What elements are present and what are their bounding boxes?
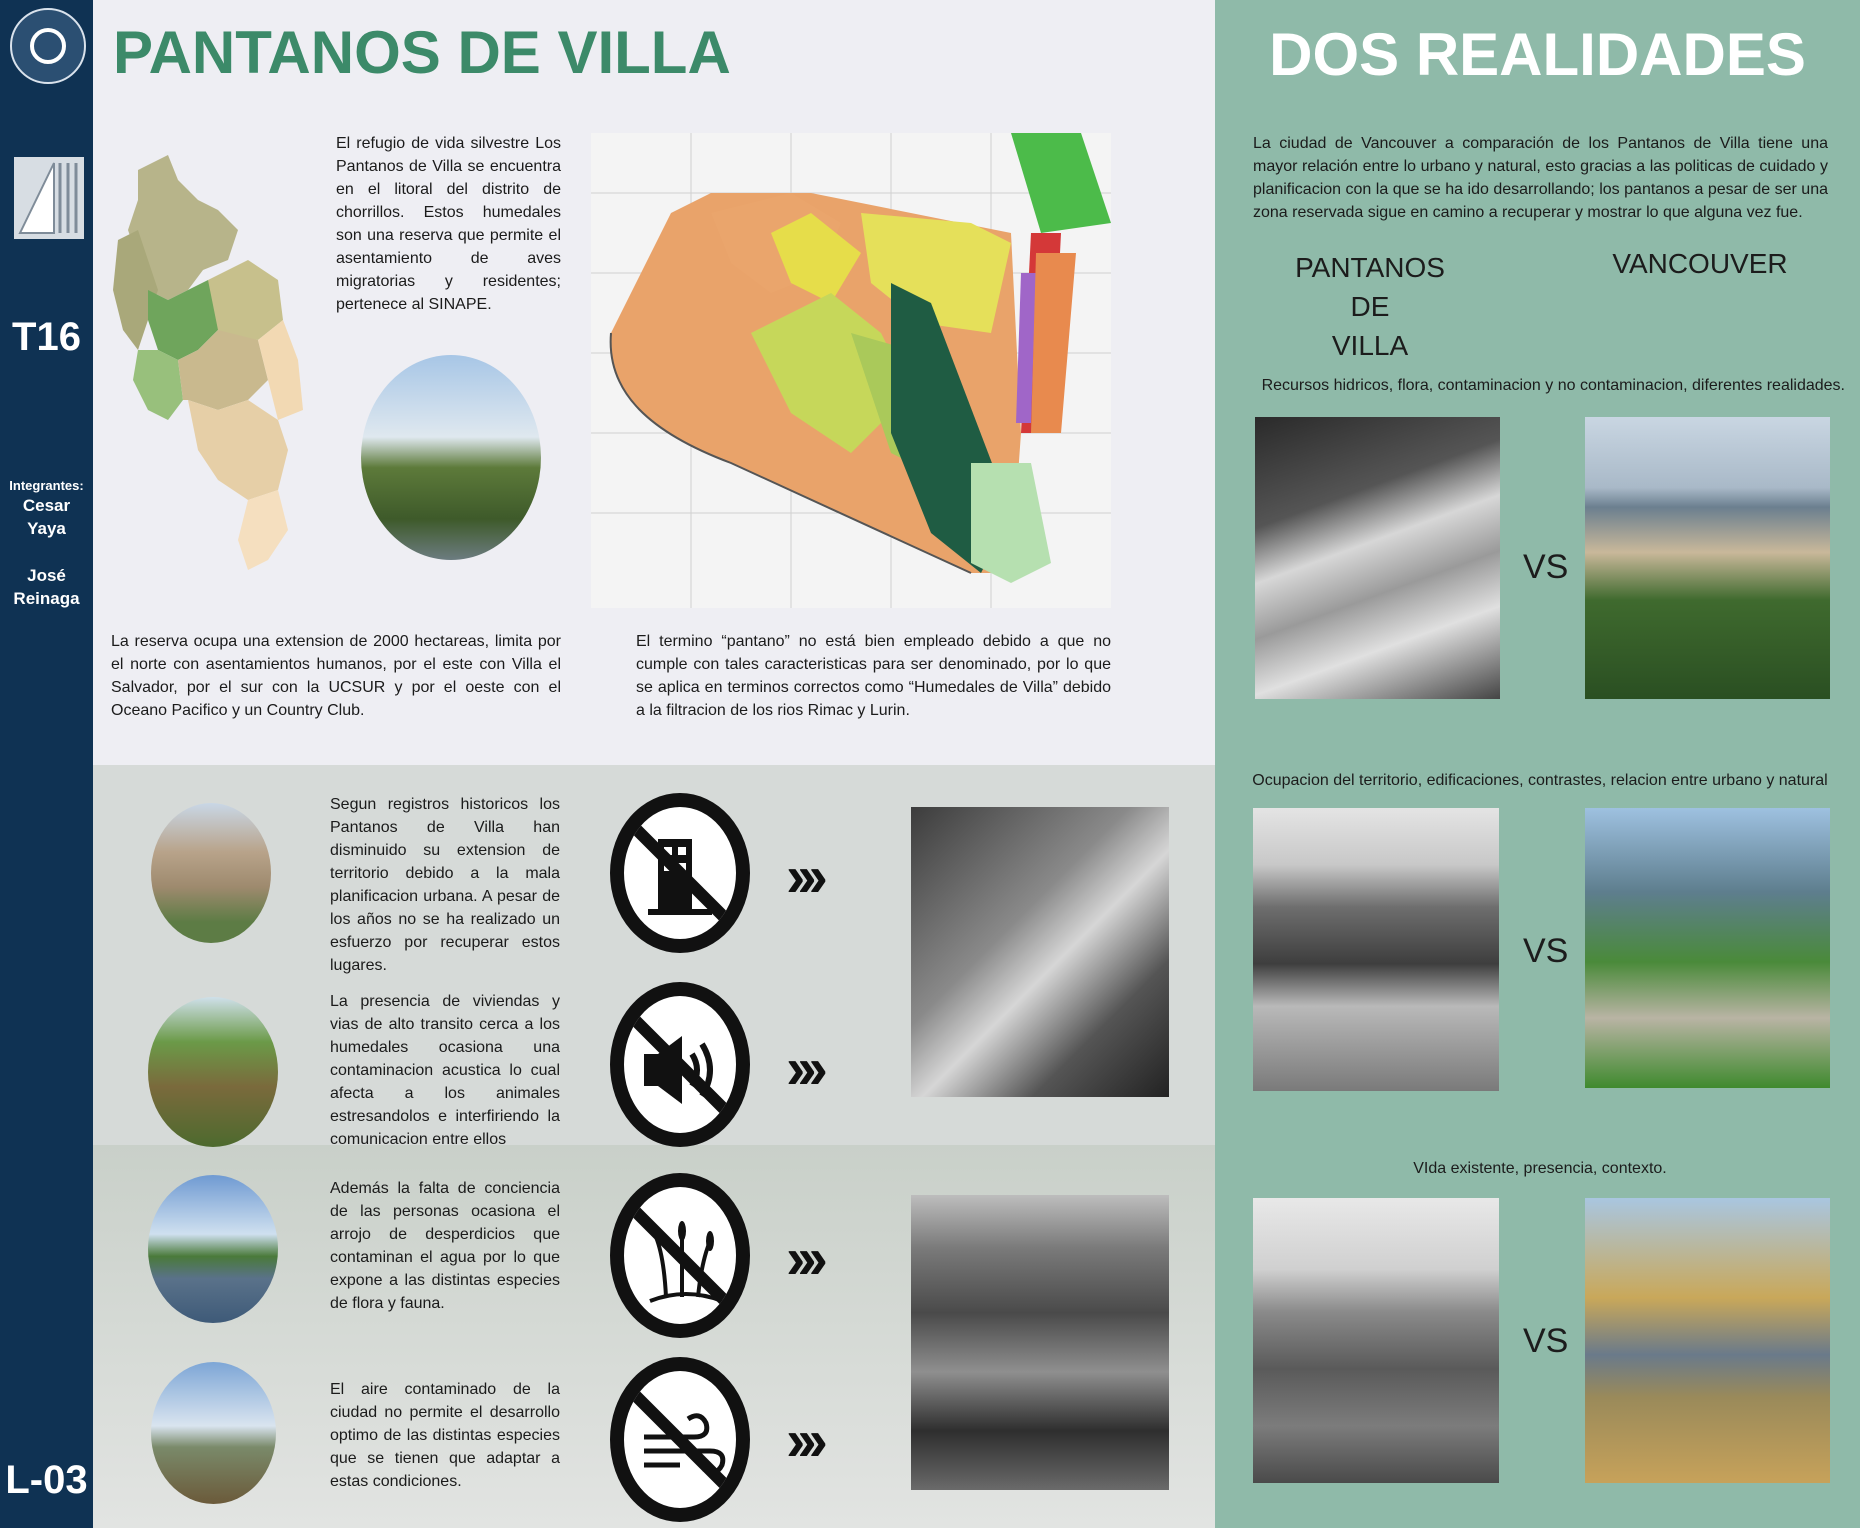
comparison-caption-2: Ocupacion del territorio, edificaciones, contrastes, relacion entre urbano y natural [1252,772,1828,789]
pantanos-territory-photo [1253,808,1499,1091]
problem-photo-1 [151,803,271,943]
problems-panel [93,765,1215,1528]
no-building-icon [610,793,750,953]
arrow-icon-4: ››› [786,1408,820,1473]
problem-photo-2 [148,997,278,1147]
arrow-icon-1: ››› [786,844,820,909]
vancouver-river-photo [1585,417,1830,699]
panel-title: PANTANOS DE VILLA [113,19,731,86]
heron-photo [911,807,1169,1097]
problem-text-2: La presencia de viviendas y vias de alto transito cerca a los humedales ocasiona una contaminacion acustica lo cual afecta a los animales estresandolos e interfiriendo la comunicacion entre ellos [330,993,560,1148]
problem-text-1: Segun registros historicos los Pantanos de Villa han disminuido su extension de territorio debido a la mala planificacion urbana. A pesar de los años no se ha realizado un esfuerzo por recuperar estos lugares. [330,796,560,974]
district-zoning-map [591,133,1111,608]
vancouver-park-wildlife-photo [1585,1198,1830,1483]
sheet-number: L-03 [5,1458,88,1502]
column-header-pantanos-line1: PANTANOS DE [1295,252,1445,322]
problem-photo-3 [148,1175,278,1323]
member2-first: José [27,566,66,585]
column-header-pantanos [1285,248,1455,365]
member1-last: Yaya [27,519,66,538]
member2-last: Reinaga [13,589,80,608]
vs-label-1: VS [1523,548,1569,586]
no-reeds-icon [610,1173,750,1338]
intro-text: El refugio de vida silvestre Los Pantanos de Villa se encuentra en el litoral del distrito de chorrillos. Estos humedales son una reserva que permite el asentamiento de aves migratorias y residentes; pertenece al SINAPE. [336,135,561,313]
dos-realidades-panel [1215,0,1860,1528]
comparison-caption-3: VIda existente, presencia, contexto. [1413,1160,1667,1177]
pantanos-water-photo [1255,417,1500,699]
vs-label-3: VS [1523,1322,1569,1360]
member1-first: Cesar [22,496,71,515]
members-label: Integrantes: [9,478,84,493]
problem-photo-4 [151,1362,276,1504]
faculty-logo-icon [14,157,84,239]
term-text: El termino “pantano” no está bien empleado debido a que no cumple con tales caracteristicas para ser denominado, por lo que se aplica en terminos correctos como “Humedales de Villa” debido a la filtracion de los rios Rimac y Lurin. [636,633,1111,719]
no-noise-icon [610,982,750,1147]
pantanos-info-panel [93,0,1215,765]
extension-text: La reserva ocupa una extension de 2000 hectareas, limita por el norte con asentamientos humanos, por el este con Villa el Salvador, por el sur con la UCSUR y por el oeste con el Oceano Pacifico y un Country Club. [111,633,561,719]
column-header-vancouver: VANCOUVER [1612,248,1788,279]
no-wind-icon [610,1357,750,1522]
comparison-intro: La ciudad de Vancouver a comparación de los Pantanos de Villa tiene una mayor relación entre lo urbano y natural, esto gracias a las politicas de cuidado y planificacion con la que se ha ido desarrollando; los pantanos a pesar de ser una zona reservada sigue en camino a recuperar y mostrar lo que alguna vez fue. [1253,135,1828,221]
waste-shore-photo [911,1195,1169,1490]
arrow-icon-3: ››› [786,1226,820,1291]
seal-emblem-icon [30,28,66,64]
sidebar [0,0,93,1528]
vs-label-2: VS [1523,932,1569,970]
problem-text-4: El aire contaminado de la ciudad no permite el desarrollo optimo de las distintas especies que se tienen que adaptar a estas condiciones. [330,1381,560,1490]
comparison-caption-1: Recursos hidricos, flora, contaminacion y no contaminacion, diferentes realidades. [1261,377,1845,394]
pantanos-egret-photo [1253,1198,1499,1483]
university-seal-logo [10,8,86,84]
panel-title: DOS REALIDADES [1269,21,1806,88]
column-header-pantanos-line2: VILLA [1331,330,1409,361]
faculty-logo [14,157,84,239]
lima-region-map [108,150,338,580]
vancouver-urban-park-photo [1585,808,1830,1088]
team-code: T16 [12,315,81,359]
reeds-photo [361,355,541,560]
problem-text-3: Además la falta de conciencia de las personas ocasiona el arrojo de desperdicios que contaminan el agua por lo que expone a las distintas especies de flora y fauna. [330,1180,560,1312]
arrow-icon-2: ››› [786,1036,820,1101]
